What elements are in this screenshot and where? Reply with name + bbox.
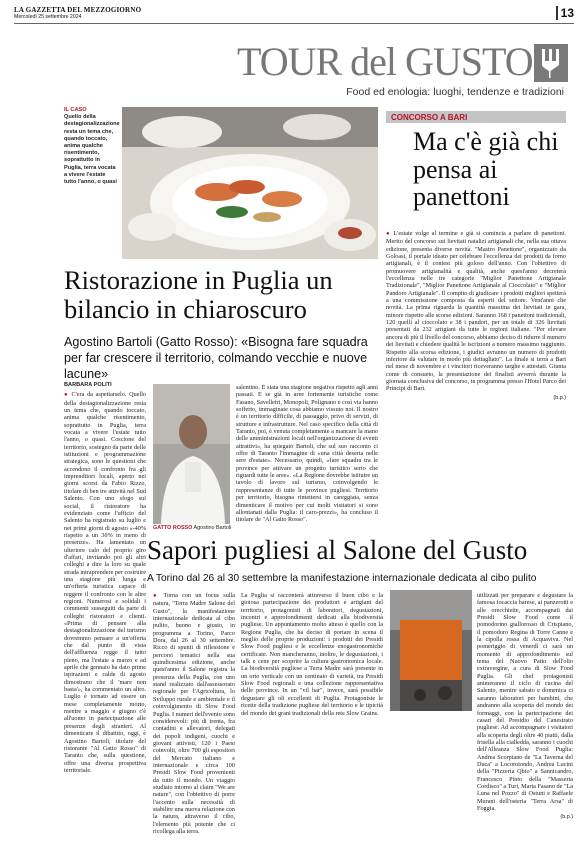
second-column-1 [153, 592, 235, 837]
lead-text-3: salentino. È stata una stagione negativa rispetto agli anni passati. E se già in aree fortemente turistiche come Fasano, Savelletri, Monopoli, Polignano e così via hanno sofferto, immaginate cosa abbiamo vissuto noi. Il nostro è un territorio difficile, di passaggio, privo di servizi, di strutture e infrastrutture. Nel caso specifico della città di Taranto, poi, è venuta completamente a mancare la mano delle amministrazioni locali nell'organizzazione di eventi attrattivi», ha spiegato Bartoli, che sul suo racconto ci offre di Taranto l'immagine di «una città deserta nelle sere d'estate». Necessario, quindi, «fare squadra tra le province per attivare un progetto turistico serio che riguardi tutte le aree». «La Regione dovrebbe istituire un tavolo di lavoro sul turismo, coinvolgendo le rappresentanze di tutte le province pugliesi. Territorio per territorio, bisogna rimettersi in careggiata, senza dimenticare il motivo per cui molti visitatori si sono allontanati dalla Puglia: il caro-prezzi», ha concluso il titolare de "Al Gatto Rosso". [236, 384, 378, 524]
second-signature: (b.p.) [560, 814, 573, 821]
side-headline: Ma c'è già chi pensa ai panettoni [413, 127, 559, 211]
bullet-icon: ● [386, 231, 394, 237]
page-number: 13 [556, 6, 574, 20]
bullet-icon: ● [64, 392, 72, 399]
issue-date: Mercoledì 25 settembre 2024 [14, 14, 82, 20]
bullet-icon: ● [153, 593, 164, 599]
side-signature: (b.p.) [553, 394, 566, 401]
second-text-1: Torna con un focus sulla natura, "Terra Madre Salone del Gusto", la manifestazione internazionale dedicata al cibo pulito, buono e giusto, in programma a Torino, Parco Dora, dal 26 al 30 settembre. Ricco di spunti di riflessione e percorsi tematici nella sua quindicesima edizione, anche quest'anno il Salone registra la presenza della Puglia, con uno stand realizzato dall'assessorato regionale per l'Agricoltura, lo Sviluppo rurale e ambientale e il coinvolgimento di Slow Food Puglia. I numeri dell'evento sono considerevoli: più di trenta, fra contadini e allevatori, delegati dei popoli indigeni, cuochi e giovani attivisti, 120 i Paesi coinvolti, oltre 700 gli espositori del Mercato italiano e internazionale e circa 100 Presidi Slow Food provenienti da tutto il mondo. Un viaggio studiato intorno al claim "We are nature", con l'obiettivo di porre l'accento sulla necessità di stabilire una nuova relazione con la natura, attraverso il cibo, l'elemento più potente che ci ricollega alla terra. [153, 592, 235, 835]
section-banner [237, 39, 570, 104]
second-deck: A Torino dal 26 al 30 settembre la manifestazione internazionale dedicata al cibo pulito [147, 573, 537, 584]
newspaper-name: LA GAZZETTA DEL MEZZOGIORNO [14, 6, 142, 14]
lead-column-1 [64, 382, 146, 841]
second-column-3 [477, 592, 573, 837]
section-title: TOUR del GUSTO [237, 39, 533, 84]
chef-caption-name: Agostino Bartoli [193, 525, 232, 531]
seafood-dish-photo [122, 107, 378, 259]
byline: BARBARA POLITI [64, 382, 112, 388]
second-column-2 [241, 592, 383, 837]
caption-text: Quello della destagionalizzazione resta un tema che, quando toccato, anima qualche risentimento, soprattutto in Puglia, terra vocata a vivere l'estate tutto l'anno, o quasi [64, 114, 120, 186]
lead-deck: Agostino Bartoli (Gatto Rosso): «Bisogna fare squadra per far crescere il territorio, colmando vecchie e nuove lacune» [64, 335, 368, 381]
chef-portrait-photo [153, 384, 230, 524]
fork-icon [534, 44, 568, 82]
slow-food-stand-photo [390, 590, 472, 711]
chef-caption-label: GATTO ROSSO [153, 525, 193, 531]
page-header [14, 6, 574, 24]
lead-text-1: C'era da aspettarselo. Quello della destagionalizzazione resta un tema che, quando toccato, anima qualche risentimento, soprattutto in Puglia, terra vocata a vivere l'estate tutto l'anno, o quasi. Coscione del territorio, sostegno da parte delle istituzioni e programmazione strategica, sono le questioni che accendono il confronto fra gli imprenditori locali, aperto nei giorni scorsi da Fabio Rizzo, titolare di ben tre attività nel Sud Salento. Con uno sfogo sui social, il ristoratore ha evidenziato come l'ufficio del Salento ha registrato su luglio e nei primi giorni di agosto «-40% rispetto a un 30% in meno di presenze». Ha lamentato un ulteriore calo del proprio giro d'affari, invitando poi gli altri colleghi a dire la loro su quale strada intraprendere per costruire una stagione più lunga e un'offerta turistica capace di reggere il confronto con le altre regioni. Numerosi e solidali i commenti susseguiti da parte di colleghi ristoratori e clienti. «Prima di pensare alla destagionalizzazione del turismo dovremmo pensare a un'offerta che dal punto di vista dell'affluenza regge il tutto pieno, ma l'estate a marzo e ad aprile che gennaio ha dato prime ispirazioni e calde di agosto dimostrano che il 'mare non basta'», ha commentato un altro. Luglio è tornato ad essere un mese completamente morto, mentre a maggio e giugno c'è all'uomo in partecipazione alle presenze degli stranieri. Al dimenticare il dibattito, oggi, è Agostino Bartoli, titolare del ristorante "Al Gatto Rosso" di Taranto che, sulla questione, offre una diversa prospettiva territoriale. [64, 391, 146, 774]
photo-caption [64, 107, 119, 186]
side-text: L'estate volge al termine e già si comincia a parlare di panettoni. Merito del concorso sui lievitati natalizi artigianali che, nella sua ottava edizione, presenta diverse novità. "Mastro Panettone", organizzato da Goloasi, il portale ideato per celebrare l'eccellenza dei prodotti da forno artigianali, è il contest più goloso dell'anno. Con l'obiettivo di promuovere artigianalità e qualità, anche quest'anno decreterà l'eccellenza nelle tre categorie "Miglior Panettone Artigianale Tradizionale", "Miglior Panettone Artigianale al Cioccolato" e "Miglior Pandoro Artigianale". Il compito di giudicare i prodotti migliori spetterà a una commissione composta da esperti del settore. Vent'anni che novità. La prima riguarda la quantità massima dei lievitati in gara, minore rispetto alle scorse edizioni. Saranno 168 i panettoni tradizionali, 120 quelli al cioccolato e 38 i pandori, per un totale di 326 lievitati presentati da 232 artigiani da tutte le regioni italiane. "Per elevare ancora di più il livello del concorso, abbiamo deciso di ridurre il numero dei lievitati e chiedere qualità le iscrizioni a numero massimo raggiunto. Rispetto alla scorsa edizione, i giudici avranno un numero di prodotti inferiore da valutare in modo più dettagliato". La finale si terrà a Bari nel mese di novembre e i vincitori riceveranno targhe e attestati. Giunta come di consueto, la presentazione dei finalisti avverrà durante la giornata conclusiva del concorso, in programma presso l'Hotel Parco dei Principi di Bari. [386, 230, 566, 393]
side-column [386, 230, 566, 525]
caption-tag: IL CASO [64, 107, 87, 113]
chef-photo-caption [153, 525, 243, 531]
second-text-2: La Puglia si racconterà attraverso il buon cibo e la gioiosa partecipazione dei produttori e artigiani del territorio, protagonisti di laboratori, degustazioni, incontri e approfondimenti dedicati alla biodiversità pugliese. Un appuntamento molto atteso è quello con la Regione Puglia, che ha deciso di portare in scena il meglio delle proprie produzioni: i prodotti dei Presidi Slow Food pugliesi e le eccellenze enogastronomiche certificate. Non mancheranno, inoltre, le degustazioni, i talk e cene per scoprire la cultura gastronomica locale. La biodiversità pugliese a Terra Madre sarà presente in un orto verticale con un centinaio di varietà, tra Presidi Slow Food regionali e una collezione rappresentativa delle province. In un "vil bar", invece, sarà possibile degustare gli oli eccellenti di Puglia. Protagoniste le ricette della tradizione pugliese del territorio e le tipicità del mondo dei grani tradizionali della rete Slow Grains. [241, 592, 383, 717]
side-section-label: CONCORSO A BARI [386, 111, 566, 123]
section-subtitle: Food ed enologia: luoghi, tendenze e tradizioni [346, 86, 564, 98]
second-text-3: utilizzati per preparare e degustare la famosa focaccia barese, ai panzerotti e alle orecchiette, accompagnati dai Presidi Slow Food come il pomodorino giallorosso di Crispiano, il pomodoro Regina di Torre Canne e la cipolla rossa di Acquaviva. Nel pomeriggio di venerdì ci sarà un momento di approfondimento sul tema del Nuovo Patto dell'olio extravergine, a cura di Slow Food Puglia. Gli chef protagonisti animeranno il ciclo di cucina del Salento, mentre sabato e domenica ci saranno laboratori per bambini, che andranno alla scoperta del mondo dei formaggi, con la partecipazione dei casari del Presidio del Canestrato pugliese. Ad accompagnare i visitatori alla scoperta degli oltre 40 piatti, dalla frisella alla cialledda, saranno i cuochi dell'Alleanza Slow Food Puglia: Andrea Scorpiano de "La Taverna del Duca" a Locorotondo, Andrea Lucini della "Pizzeria Qbio" a Sannicandro, Francesco Pinto della "Masseria Cordisco" a Turi, Marta Fasano de "La Luna nel Pozzo" di Ostuni e Raffaele Murani dell'osteria "Terra Arsa" di Foggia. [477, 592, 573, 812]
lead-headline: Ristorazione in Puglia un bilancio in chiaroscuro [64, 265, 333, 324]
second-headline: Sapori pugliesi al Salone del Gusto [147, 535, 528, 565]
lead-column-3 [236, 384, 378, 526]
